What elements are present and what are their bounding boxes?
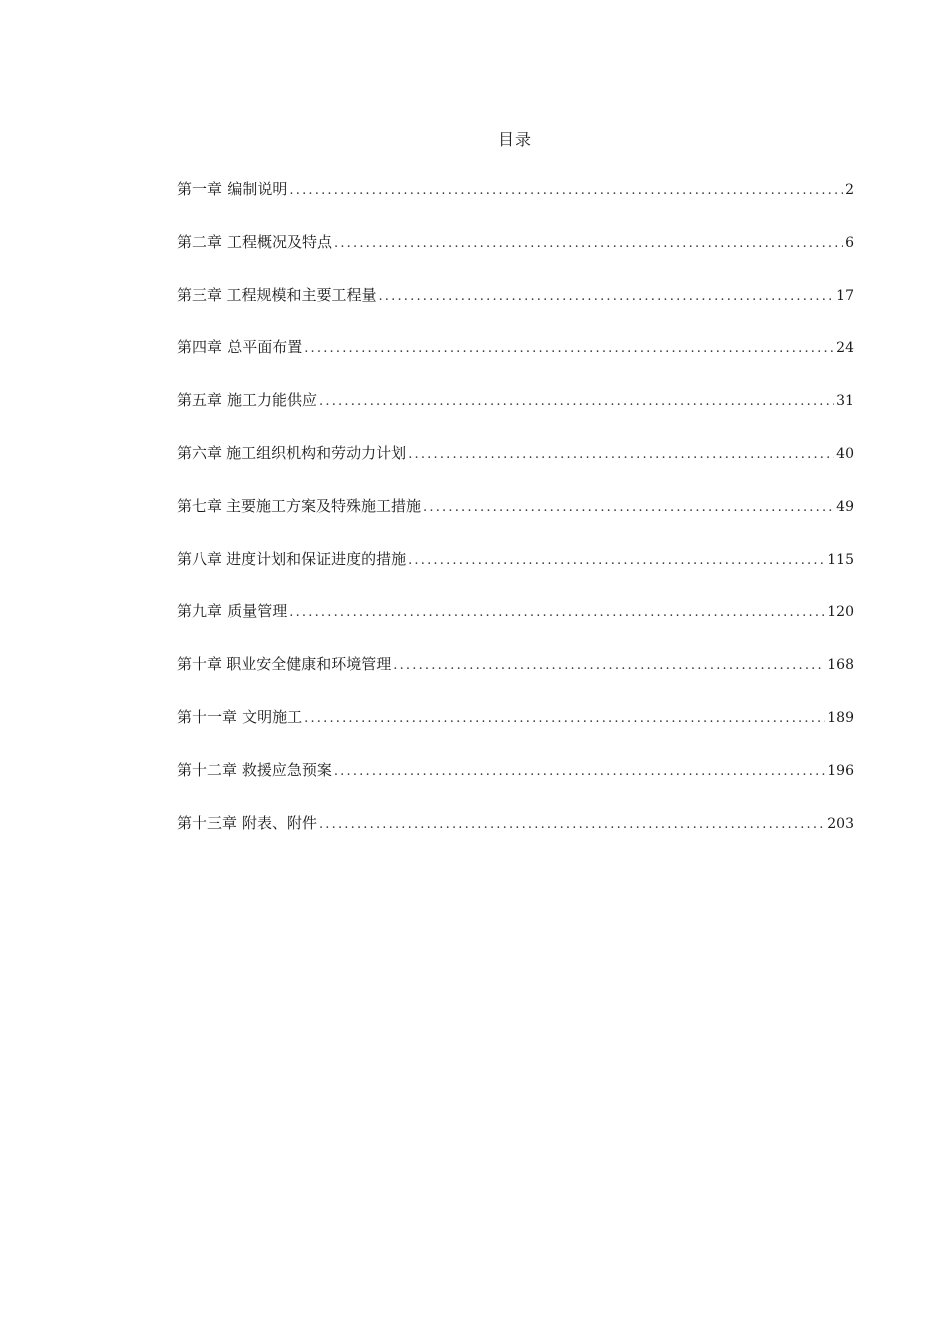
chapter-title: 质量管理	[227, 602, 288, 621]
dot-leader	[378, 289, 834, 304]
chapter-title: 文明施工	[242, 707, 303, 726]
chapter-title: 进度计划和保证进度的措施	[226, 549, 407, 568]
toc-entry[interactable]	[177, 442, 854, 495]
chapter-title: 主要施工方案及特殊施工措施	[226, 496, 422, 515]
page-number: 49	[836, 498, 854, 515]
chapter-title: 工程概况及特点	[226, 232, 332, 251]
page-number: 203	[827, 815, 854, 832]
chapter-label: 第十一章	[177, 707, 238, 726]
chapter-title: 职业安全健康和环境管理	[226, 655, 392, 674]
chapter-label: 第六章	[177, 443, 223, 462]
toc-entry[interactable]	[177, 178, 854, 231]
dot-leader	[319, 394, 834, 409]
toc-list	[177, 178, 854, 864]
toc-entry[interactable]	[177, 495, 854, 548]
chapter-label: 第十二章	[177, 760, 238, 779]
chapter-label: 第二章	[177, 232, 223, 251]
page-number: 196	[827, 762, 854, 779]
page-number: 189	[827, 709, 854, 726]
chapter-label: 第十章	[177, 655, 223, 674]
chapter-title: 编制说明	[227, 180, 288, 198]
chapter-title: 救援应急预案	[241, 760, 332, 779]
chapter-label: 第八章	[177, 549, 223, 568]
chapter-title: 施工力能供应	[227, 391, 318, 410]
page-number: 17	[836, 287, 854, 304]
dot-leader	[423, 500, 834, 515]
chapter-label: 第一章	[177, 180, 223, 198]
dot-leader	[304, 711, 825, 726]
toc-entry[interactable]	[177, 336, 854, 389]
chapter-label: 第三章	[177, 285, 223, 304]
dot-leader	[408, 447, 834, 462]
toc-entry[interactable]	[177, 759, 854, 812]
chapter-title: 总平面布置	[227, 338, 303, 357]
chapter-title: 工程规模和主要工程量	[226, 285, 377, 304]
toc-entry[interactable]	[177, 231, 854, 284]
chapter-label: 第十三章	[177, 813, 238, 832]
dot-leader	[319, 817, 825, 832]
page-number: 6	[845, 234, 854, 251]
dot-leader	[304, 341, 834, 356]
chapter-label: 第五章	[177, 391, 223, 410]
dot-leader	[393, 658, 825, 673]
page-number: 168	[827, 657, 854, 674]
toc-entry[interactable]	[177, 600, 854, 653]
toc-entry[interactable]	[177, 284, 854, 337]
toc-entry[interactable]	[177, 653, 854, 706]
chapter-label: 第九章	[177, 602, 223, 621]
toc-entry[interactable]	[177, 812, 854, 865]
page-number: 24	[836, 340, 854, 357]
chapter-title: 附表、附件	[241, 813, 317, 832]
dot-leader	[334, 764, 825, 779]
toc-entry[interactable]	[177, 548, 854, 601]
dot-leader	[289, 183, 843, 198]
page-number: 115	[827, 551, 854, 568]
toc-entry[interactable]	[177, 706, 854, 759]
page-number: 2	[845, 182, 854, 198]
toc-entry[interactable]	[177, 389, 854, 442]
chapter-label: 第七章	[177, 496, 223, 515]
dot-leader	[408, 553, 825, 568]
page-number: 40	[836, 445, 854, 462]
dot-leader	[334, 236, 843, 251]
toc-title: 目录	[497, 130, 532, 149]
page-number: 31	[836, 393, 854, 410]
dot-leader	[289, 605, 825, 620]
chapter-label: 第四章	[177, 338, 223, 357]
chapter-title: 施工组织机构和劳动力计划	[226, 443, 407, 462]
page-number: 120	[827, 604, 854, 621]
